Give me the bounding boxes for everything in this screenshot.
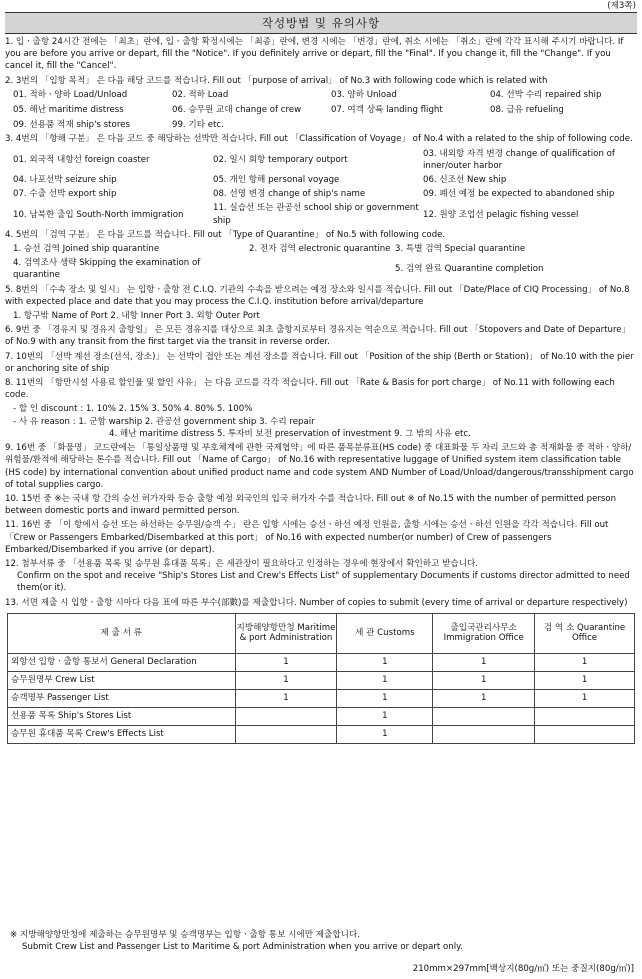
code-item: 11. 실습선 또는 관공선 school ship or government ship bbox=[213, 203, 419, 226]
table-note bbox=[10, 929, 638, 953]
code-item: 02. 일시 회항 temporary outport bbox=[213, 154, 348, 165]
voyage-code-list bbox=[5, 148, 637, 227]
instructions bbox=[5, 36, 637, 744]
code-item: 2. 전자 검역 electronic quarantine bbox=[249, 244, 391, 255]
table-cell: 1 bbox=[433, 653, 535, 671]
code-item: 12. 원양 조업선 pelagic fishing vessel bbox=[423, 209, 579, 220]
col-header: 세 관 Customs bbox=[337, 613, 433, 653]
code-item: 03. 내외항 자격 변경 change of qualification of inner/outer harbor bbox=[423, 148, 615, 171]
table-cell bbox=[235, 725, 337, 743]
code-item: 4. 검역조사 생략 Skipping the examination of quarantine bbox=[13, 258, 201, 281]
table-cell bbox=[535, 725, 635, 743]
code-item: 08. 급유 refueling bbox=[490, 105, 564, 116]
discount-codes: - 할 인 discount : 1. 10% 2. 15% 3. 50% 4. 80% 5. 100% bbox=[13, 404, 253, 415]
quarantine-code-list bbox=[5, 243, 637, 282]
code-item: 05. 해난 maritime distress bbox=[13, 105, 124, 116]
code-item: 09. 폐선 예정 be expected to abandoned ship bbox=[423, 189, 615, 200]
code-item: 01. 외국적 내항선 foreign coaster bbox=[13, 154, 150, 165]
table-cell: 1 bbox=[337, 707, 433, 725]
table-row bbox=[8, 725, 635, 743]
code-item: 10. 남북한 출입 South-North immigration bbox=[13, 209, 184, 220]
instruction-5-codes: 1. 항구밖 Name of Port 2. 내항 Inner Port 3. 외항 Outer Port bbox=[13, 311, 260, 322]
col-header: 지방해양항만청 Maritime & port Administration bbox=[235, 613, 337, 653]
table-row bbox=[8, 707, 635, 725]
code-item: 99. 기타 etc. bbox=[172, 120, 224, 131]
reason-codes: - 사 유 reason : 1. 군함 warship 2. 관공선 government ship 3. 수리 repair bbox=[13, 416, 315, 427]
table-cell: 1 bbox=[337, 689, 433, 707]
table-cell: 1 bbox=[433, 689, 535, 707]
instruction-2: 2. 3번의 「입항 목적」 은 다음 해당 코드를 적습니다. Fill out 「purpose of arrival」 of No.3 with following code which is related with bbox=[5, 75, 548, 86]
instruction-9: 9. 16번 중 「화물명」 코드란에는 「통일상품명 및 부호체계에 관한 국제협약」에 따른 품목분류표(HS code) 중 대표화물 두 자리 코드와 총 적재화물 중 적하ㆍ양하/위험물/환적에 해당하는 톤수를 적습니다. Fill out 「Name of Cargo」 of No.16 with representative luggage of Unified system item classification table (HS code) by international convention about unified product name and code system AND Number of Load/Unload/dangerous/transshipment cargo of total supplies cargo. bbox=[5, 443, 634, 490]
code-item: 08. 선명 변경 change of ship's name bbox=[213, 189, 366, 200]
instruction-11: 11. 16번 중 「이 항에서 승선 또는 하선하는 승무원/승객 수」 란은 입항 시에는 승선ㆍ하선 예정 인원을, 출항 시에는 승선ㆍ하선 인원을 각각 적습니다. Fill out 「Crew or Passengers Embarked/Disembarked at this port」 of No.16 with expected number(or number) of Crew of passengers Embarked/Disembarked if you arrive (or depart). bbox=[5, 520, 609, 555]
instruction-4: 4. 5번의 「검역 구분」 은 다음 코드를 적습니다. Fill out 「Type of Quarantine」 of No.5 with following code. bbox=[5, 229, 446, 240]
table-cell: 1 bbox=[535, 653, 635, 671]
purpose-code-list bbox=[5, 89, 637, 132]
code-item: 01. 적하ㆍ양하 Load/Unload bbox=[13, 89, 128, 100]
code-item: 06. 신조선 New ship bbox=[423, 175, 507, 186]
table-cell: 선용품 목록 Ship's Stores List bbox=[8, 707, 236, 725]
table-cell: 1 bbox=[535, 671, 635, 689]
note-english: Submit Crew List and Passenger List to Maritime & port Administration when you arrive or depart only. bbox=[22, 942, 463, 953]
instruction-5: 5. 8번의 「수속 장소 및 일시」 는 입항ㆍ출항 전 C.I.Q. 기관의 수속을 받으려는 예정 장소와 일시를 적습니다. Fill out 「Date/Place of CIQ Processing」 of No.8 with expected place and date that you may process the C.I.Q. institution before arrival/departure bbox=[5, 284, 630, 307]
instruction-3: 3. 4번의 「항해 구분」 은 다음 코드 중 해당하는 선박만 적습니다. Fill out 「Classification of Voyage」 of No.4 with a related to the ship of following code. bbox=[5, 134, 633, 145]
page-number: (제3쪽) bbox=[607, 1, 636, 11]
table-cell: 외항선 입항ㆍ출항 통보서 General Declaration bbox=[8, 653, 236, 671]
table-cell bbox=[535, 707, 635, 725]
code-item: 06. 승무원 교대 change of crew bbox=[172, 105, 302, 116]
paper-spec: 210mm×297mm[백상지(80g/㎡) 또는 중질지(80g/㎡)] bbox=[412, 964, 634, 974]
table-row bbox=[8, 671, 635, 689]
table-header-row bbox=[8, 613, 635, 653]
table-cell bbox=[235, 707, 337, 725]
instruction-10: 10. 15번 중 ※는 국내 항 간의 승선 허가자와 등승 출항 예정 외국인의 입국 허가자 수를 적습니다. Fill out ※ of No.15 with the number of permitted person between domestic ports and inward permitted person. bbox=[5, 493, 617, 517]
table-cell: 승객명부 Passenger List bbox=[8, 689, 236, 707]
col-header: 검 역 소 Quarantine Office bbox=[535, 613, 635, 653]
table-cell: 1 bbox=[337, 653, 433, 671]
table-cell: 승무원 휴대품 목록 Crew's Effects List bbox=[8, 725, 236, 743]
instruction-13: 13. 서면 제출 시 입항ㆍ출항 시마다 다음 표에 따른 부수(部數)를 제출합니다. Number of copies to submit (every time of arrival or departure respectively) bbox=[5, 597, 628, 608]
col-header: 제 출 서 류 bbox=[8, 613, 236, 653]
instruction-7: 7. 10번의 「선박 계선 장소(선석, 장소)」 는 선박이 접안 또는 계선 장소를 적습니다. Fill out 「Position of the ship (Berth or Station)」 of No.10 with the pier or anchoring site of ship bbox=[5, 351, 634, 374]
code-item: 02. 적하 Load bbox=[172, 89, 229, 100]
code-item: 07. 여객 상륙 landing flight bbox=[331, 105, 443, 116]
table-cell: 1 bbox=[235, 689, 337, 707]
code-item: 07. 수출 선박 export ship bbox=[13, 189, 117, 200]
instruction-12: 12. 첨부서류 중 「선용품 목록 및 승무원 휴대품 목록」은 세관장이 필요하다고 인정하는 경우에 현장에서 확인하고 받습니다. bbox=[5, 558, 479, 569]
submission-table bbox=[7, 613, 635, 744]
table-cell: 1 bbox=[235, 653, 337, 671]
table-cell: 1 bbox=[337, 671, 433, 689]
table-cell bbox=[433, 707, 535, 725]
table-cell bbox=[433, 725, 535, 743]
instruction-6: 6. 9번 중 「경유지 및 경유지 출항일」 은 모든 경유지를 대상으로 최초 출항지로부터 경유지는 역순으로 적습니다. Fill out 「Stopovers and Date of Departure」 of No.9 with any transit from the first target via the transit in reverse order. bbox=[5, 325, 631, 348]
table-cell: 1 bbox=[433, 671, 535, 689]
note-korean: ※ 지방해양항만청에 제출하는 승무원명부 및 승객명부는 입항ㆍ출항 통보 시에만 제출합니다. bbox=[10, 930, 360, 940]
code-item: 03. 양하 Unload bbox=[331, 89, 397, 100]
code-item: 5. 검역 완료 Quarantine completion bbox=[395, 264, 544, 275]
code-item: 05. 개인 항해 personal voyage bbox=[213, 175, 340, 186]
page-title: 작성방법 및 유의사항 bbox=[5, 12, 637, 34]
code-item: 04. 선박 수리 repaired ship bbox=[490, 89, 602, 100]
table-cell: 1 bbox=[235, 671, 337, 689]
code-item: 04. 나포선박 seizure ship bbox=[13, 175, 117, 186]
table-cell: 1 bbox=[535, 689, 635, 707]
table-row bbox=[8, 653, 635, 671]
code-item: 09. 선용품 적재 ship's stores bbox=[13, 120, 130, 131]
code-item: 1. 승선 검역 Joined ship quarantine bbox=[13, 244, 160, 255]
table-cell: 1 bbox=[337, 725, 433, 743]
col-header: 출입국관리사무소 Immigration Office bbox=[433, 613, 535, 653]
instruction-8: 8. 11번의 「항만시설 사용료 할인율 및 할인 사유」 는 다음 코드를 각각 적습니다. Fill out 「Rate & Basis for port charge」 of No.11 with following each code. bbox=[5, 378, 615, 401]
table-row bbox=[8, 689, 635, 707]
instruction-1: 1. 입ㆍ출항 24시간 전에는 「최초」란에, 입ㆍ출항 확정시에는 「최종」란에, 변경 시에는 「변경」란에, 취소 시에는 「취소」란에 각각 표시해 주시기 바랍니다. If you are before you arrive or depart, fill the "Notice". If you definitely arrive or depart, fill the "Final". If you change it, fill the "Change". If you cancel it, fill the "Cancel". bbox=[5, 37, 624, 72]
instruction-12-en: Confirm on the spot and receive "Ship's Stores List and Crew's Effects List" of supplementary Documents if customs director admitted to need them(or it). bbox=[17, 571, 630, 594]
reason-codes-cont: 4. 해난 maritime distress 5. 투자비 보전 preservation of investment 9. 그 밖의 사유 etc. bbox=[109, 428, 471, 439]
code-item: 3. 특별 검역 Special quarantine bbox=[395, 244, 526, 255]
table-cell: 승무원명부 Crew List bbox=[8, 671, 236, 689]
